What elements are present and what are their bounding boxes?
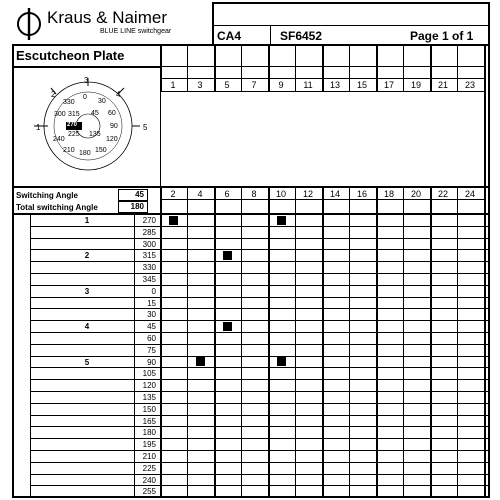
- table-row-rule: [30, 379, 488, 380]
- dial-angle-135: 135: [89, 131, 101, 138]
- contact-number-bottom: 12: [302, 189, 313, 199]
- escutcheon-dial-icon: [26, 76, 156, 176]
- contact-number-top: 9: [278, 80, 284, 90]
- contact-number-top: 11: [303, 80, 313, 90]
- angle-value: 75: [147, 345, 156, 355]
- frame-right: [488, 44, 490, 498]
- angle-value: 120: [142, 381, 156, 391]
- dial-angle-60: 60: [108, 110, 116, 117]
- table-angle-divider: [134, 214, 135, 497]
- brand-tagline: BLUE LINE switchgear: [100, 28, 172, 35]
- contact-closed-mark: [196, 357, 205, 366]
- dial-position-1: 1: [36, 123, 41, 132]
- header-divider-1: [270, 25, 271, 45]
- table-row-rule: [30, 320, 488, 321]
- escutcheon-title-rule: [12, 66, 160, 68]
- angle-value: 315: [142, 251, 156, 261]
- contact-closed-mark: [223, 322, 232, 331]
- model-code: CA4: [217, 29, 242, 43]
- table-row-rule: [30, 297, 488, 298]
- angle-value: 150: [142, 404, 156, 414]
- table-row-rule: [30, 308, 488, 309]
- header-right-border: [488, 2, 490, 46]
- angle-value: 255: [142, 487, 156, 497]
- table-row-rule: [30, 450, 488, 451]
- angle-value: 270: [142, 216, 156, 225]
- frame-left: [12, 44, 14, 498]
- dial-angle-210: 210: [63, 147, 75, 154]
- angle-value: 345: [142, 275, 156, 284]
- angle-value: 180: [142, 428, 156, 438]
- header-bottom-border: [12, 44, 490, 46]
- table-top-rule: [12, 213, 490, 215]
- angle-value: 300: [142, 239, 156, 249]
- bottom-strip-rule: [160, 199, 484, 200]
- dial-position-2: 2: [51, 90, 56, 99]
- table-row-rule: [30, 332, 488, 333]
- dial-angle-300: 300: [54, 111, 66, 118]
- contact-number-top: 23: [464, 80, 475, 90]
- table-row-rule: [30, 273, 488, 274]
- contact-number-top: 15: [356, 80, 367, 90]
- cam-band: [161, 92, 483, 186]
- contact-number-top: 17: [383, 80, 394, 90]
- total-switching-angle-label: Total switching Angle: [16, 203, 98, 212]
- dial-position-3: 3: [84, 76, 89, 85]
- header-top-border: [212, 2, 490, 4]
- top-strip-rule: [160, 66, 484, 67]
- dial-angle-315: 315: [68, 111, 80, 118]
- contact-number-top: 13: [329, 80, 340, 90]
- table-row-rule: [30, 249, 488, 250]
- table-row-rule: [30, 474, 488, 475]
- angle-value: 135: [142, 393, 156, 402]
- contact-number-bottom: 16: [356, 189, 367, 199]
- angle-value: 240: [142, 475, 156, 485]
- contact-closed-mark: [169, 216, 178, 225]
- table-row-rule: [30, 261, 488, 262]
- contact-number-top: 21: [437, 80, 448, 90]
- dial-angle-90: 90: [110, 123, 118, 130]
- angle-value: 60: [147, 334, 156, 343]
- dial-angle-0: 0: [83, 94, 87, 101]
- angle-value: 45: [147, 322, 156, 332]
- angle-value: 15: [147, 298, 156, 308]
- header-left-border: [212, 2, 214, 46]
- table-row-rule: [30, 426, 488, 427]
- kraus-naimer-logo-icon: [14, 6, 44, 42]
- dial-pointer-label: 270: [67, 122, 78, 128]
- position-label: 2: [84, 251, 90, 261]
- table-row-rule: [30, 344, 488, 345]
- angle-value: 285: [142, 227, 156, 237]
- contact-number-bottom: 24: [464, 189, 475, 199]
- table-row-rule: [30, 403, 488, 404]
- position-label: 4: [84, 322, 90, 332]
- angle-value: 225: [142, 463, 156, 473]
- table-row-rule: [30, 391, 488, 392]
- angle-value: 165: [142, 416, 156, 426]
- switching-angle-label: Switching Angle: [16, 191, 78, 200]
- dial-angle-120: 120: [106, 136, 118, 143]
- grid-column-line: [484, 44, 486, 496]
- switch-diagram-sheet: [12, 2, 490, 498]
- contact-number-bottom: 14: [329, 189, 340, 199]
- dial-angle-180: 180: [79, 150, 91, 157]
- position-label: 1: [84, 216, 90, 225]
- position-label: 3: [84, 286, 90, 296]
- frame-bottom: [12, 496, 490, 498]
- page-indicator: Page 1 of 1: [410, 29, 474, 43]
- table-row-rule: [30, 238, 488, 239]
- table-row-rule: [30, 285, 488, 286]
- part-number: SF6452: [280, 29, 323, 43]
- contact-closed-mark: [277, 216, 286, 225]
- switching-top-rule: [12, 186, 490, 188]
- contact-number-top: 3: [197, 80, 203, 90]
- contact-number-bottom: 20: [410, 189, 421, 199]
- table-row-rule: [30, 226, 488, 227]
- dial-angle-225: 225: [68, 131, 80, 138]
- dial-angle-330: 330: [63, 99, 75, 106]
- contact-number-bottom: 2: [170, 189, 176, 199]
- table-row-rule: [30, 462, 488, 463]
- angle-value: 0: [151, 286, 156, 296]
- contact-number-top: 1: [170, 80, 176, 90]
- angle-value: 105: [142, 369, 156, 379]
- dial-angle-240: 240: [53, 136, 65, 143]
- escutcheon-title: Escutcheon Plate: [16, 48, 125, 63]
- angle-value: 30: [147, 310, 156, 320]
- top-strip-rule: [160, 78, 484, 79]
- dial-angle-150: 150: [95, 147, 107, 154]
- switching-angle-value: 45: [135, 190, 144, 199]
- table-row-rule: [30, 367, 488, 368]
- brand-name: Kraus & Naimer: [47, 8, 167, 27]
- angle-value: 210: [142, 452, 156, 461]
- table-row-rule: [30, 438, 488, 439]
- table-row-rule: [30, 415, 488, 416]
- contact-number-bottom: 10: [275, 189, 286, 199]
- dial-position-5: 5: [143, 123, 148, 132]
- angle-value: 330: [142, 263, 156, 273]
- position-label: 5: [84, 357, 90, 367]
- contact-number-bottom: 4: [197, 189, 203, 199]
- header-mid-line: [212, 25, 490, 26]
- table-inner-left-line: [30, 214, 31, 497]
- total-switching-angle-value: 180: [130, 202, 144, 211]
- table-row-rule: [30, 356, 488, 357]
- contact-closed-mark: [223, 251, 232, 260]
- angle-value: 90: [147, 357, 156, 367]
- dial-angle-45: 45: [91, 110, 99, 117]
- table-row-rule: [30, 485, 488, 486]
- contact-closed-mark: [277, 357, 286, 366]
- contact-number-top: 19: [410, 80, 421, 90]
- contact-number-bottom: 8: [251, 189, 257, 199]
- contact-number-bottom: 18: [383, 189, 394, 199]
- contact-number-top: 5: [224, 80, 230, 90]
- dial-angle-30: 30: [98, 98, 106, 105]
- angle-value: 195: [142, 440, 156, 450]
- dial-position-4: 4: [116, 90, 121, 99]
- contact-number-top: 7: [251, 80, 257, 90]
- contact-number-bottom: 6: [224, 189, 230, 199]
- contact-number-bottom: 22: [437, 189, 448, 199]
